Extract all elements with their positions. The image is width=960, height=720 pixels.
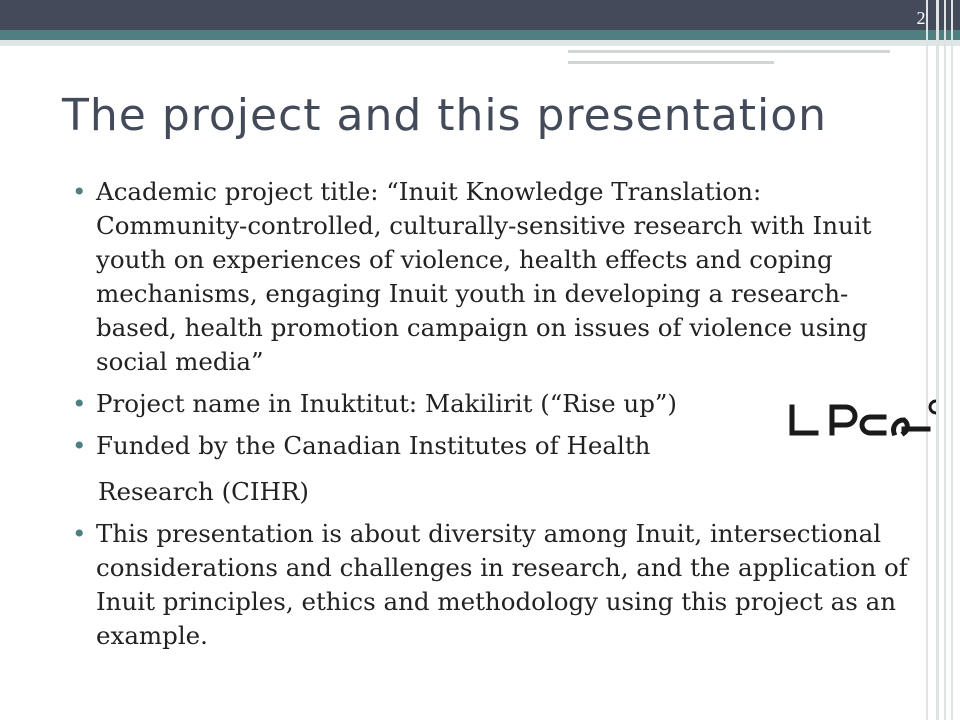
bullet-project-title: • Academic project title: “Inuit Knowledge Translation: Community-controlled, culturally-sensitive research with Inuit youth on experiences of violence, health effects and coping mechanisms, engaging Inuit youth in developing a research-based, health promotion campaign on issues of violence using social media” — [72, 175, 912, 379]
bullet-inuktitut-name: • Project name in Inuktitut: Makilirit (“Rise up”) — [72, 387, 912, 421]
side-rule-2 — [936, 0, 939, 720]
side-rule-3 — [944, 0, 946, 720]
side-rule-1 — [926, 0, 928, 720]
slide-title: The project and this presentation — [62, 90, 828, 141]
header-rule-2 — [568, 61, 774, 64]
header-rule-1 — [568, 50, 890, 53]
bullet-funding: • Funded by the Canadian Institutes of Health — [72, 429, 912, 463]
bullet-presentation-about: • This presentation is about diversity among Inuit, intersectional considerations and challenges in research, and the application of Inuit principles, ethics and methodology using this project as an example. — [72, 517, 912, 653]
bullet-funding-continued: Research (CIHR) — [98, 477, 309, 506]
side-rule-4 — [951, 0, 953, 720]
header-band-teal — [0, 30, 960, 40]
header-band-dark — [0, 0, 960, 30]
slide-number: 2 — [916, 8, 926, 28]
syllabics-makilirit-image — [788, 393, 948, 445]
header-band-light — [0, 40, 960, 46]
bullet-list — [72, 175, 912, 653]
